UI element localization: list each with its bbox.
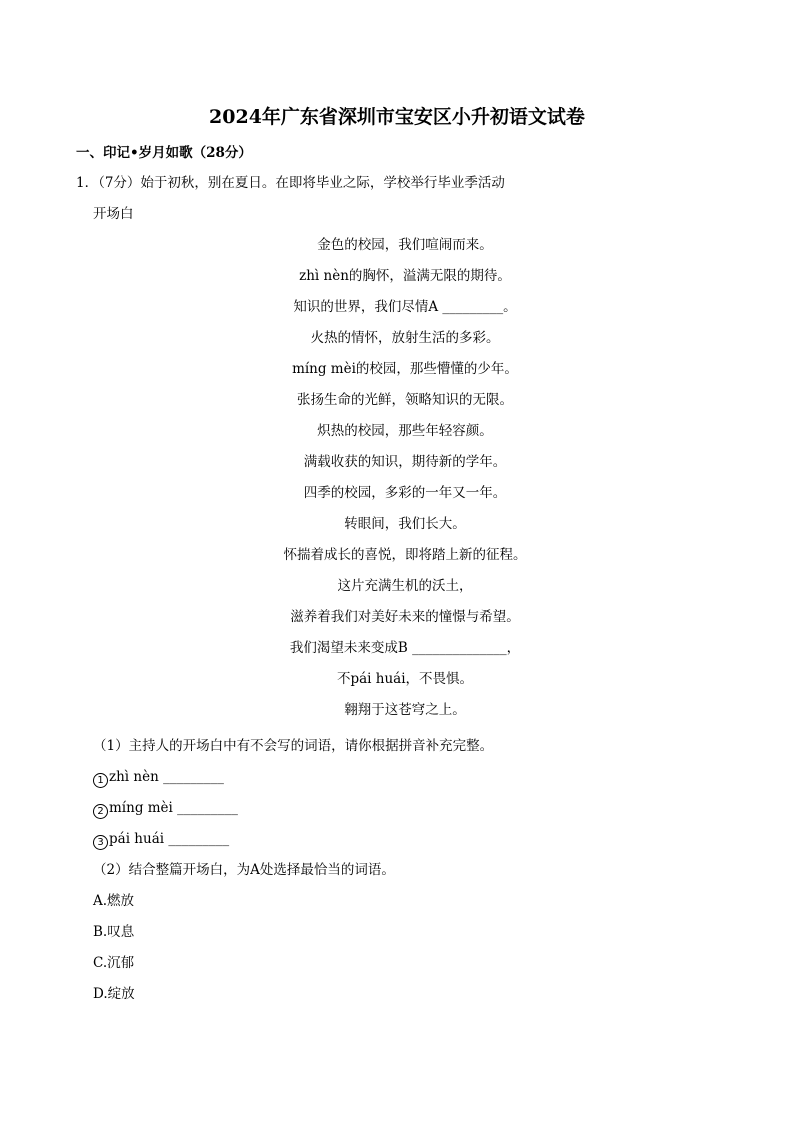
option-d: D.绽放 [93,986,135,1002]
sub-question-2-prompt: （2）结合整篇开场白，为A处选择最恰当的词语。 [93,862,395,878]
poem-line: 我们渴望未来变成B ______________， [289,640,521,656]
option-b: B.叹息 [93,924,135,940]
sub-question-1-prompt: （1）主持人的开场白中有不会写的词语，请你根据拼音补充完整。 [93,738,494,754]
circled-number-2: 2 [93,804,108,819]
poem-line: míng mèi的校园，那些懵懂的少年。 [292,361,518,377]
poem-line: 火热的情怀，放射生活的多彩。 [310,330,500,346]
pinyin-blank-1 [0,768,794,799]
opening-label: 开场白 [93,206,134,222]
poem-line: 知识的世界，我们尽情A _________。 [293,299,517,315]
poem-line: 滋养着我们对美好未来的憧憬与希望。 [290,609,520,625]
pinyin-blank-3 [0,830,794,861]
poem-line: 不pái huái，不畏惧。 [336,671,474,687]
question-intro: 1．（7分）始于初秋，别在夏日。在即将毕业之际，学校举行毕业季活动 [76,175,505,191]
option-a: A.燃放 [93,893,135,909]
poem-line: 四季的校园，多彩的一年又一年。 [303,485,507,501]
pinyin-blank-2 [0,799,794,830]
poem-line: 金色的校园，我们喧闹而来。 [317,237,493,253]
poem-line: 张扬生命的光鲜，领略知识的无限。 [297,392,513,408]
page-title: 2024年广东省深圳市宝安区小升初语文试卷 [209,106,585,128]
poem-line: 转眼间，我们长大。 [344,516,466,532]
circled-number-1: 1 [93,773,108,788]
poem-line: 怀揣着成长的喜悦，即将踏上新的征程。 [283,547,527,563]
poem-line: 炽热的校园，那些年轻容颜。 [317,423,493,439]
poem-line: 这片充满生机的沃土， [337,578,473,594]
option-c: C.沉郁 [93,955,135,971]
section-heading: 一、印记•岁月如歌（28分） [76,145,252,161]
poem-line: 满载收获的知识，期待新的学年。 [303,454,507,470]
circled-number-3: 3 [93,835,108,850]
pinyin-blank-text: zhì nèn _________ [109,769,224,785]
pinyin-blank-text: míng mèi _________ [109,800,238,816]
pinyin-blank-text: pái huái _________ [109,831,230,847]
poem-line: zhì nèn的胸怀，溢满无限的期待。 [299,268,511,284]
opening-poem [0,236,794,732]
sub-questions [0,737,794,1016]
poem-line: 翱翔于这苍穹之上。 [344,702,466,718]
